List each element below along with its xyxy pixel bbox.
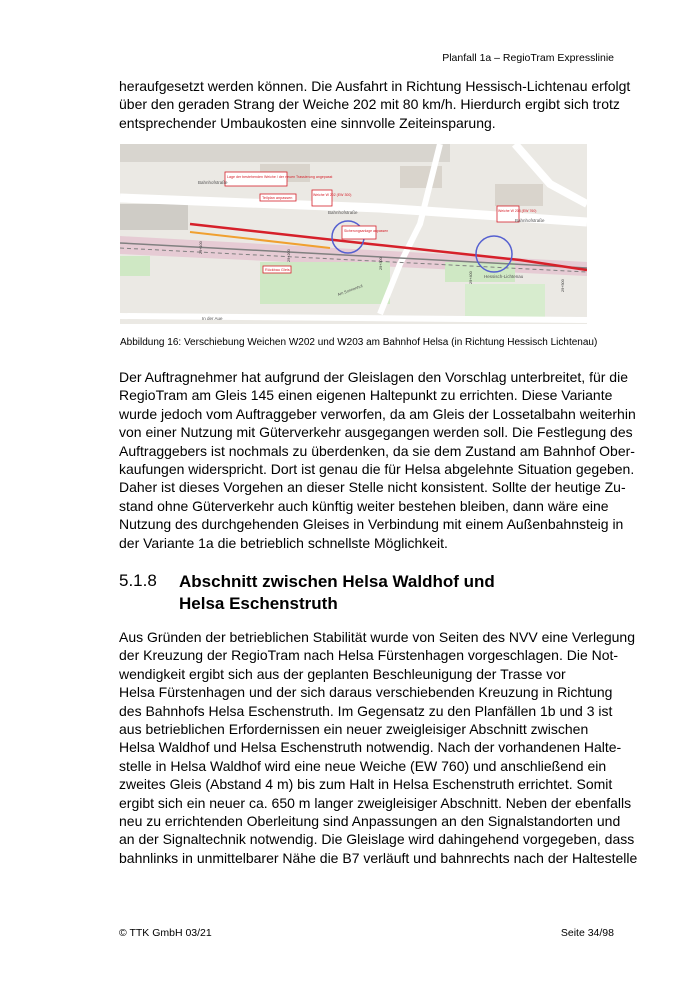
- text-line: Nutzung des durchgehenden Gleises in Verbindung mit einem Außenbahnsteig in: [119, 516, 624, 533]
- section-number: 5.1.8: [119, 571, 157, 590]
- text-line: zweites Gleis (Abstand 4 m) bis zum Halt in Helsa Eschenstruth errichtet. Somit: [119, 776, 613, 793]
- km-label: 29+200: [287, 249, 291, 262]
- km-label: 29+300: [379, 257, 383, 270]
- street-label: Bahnhofstraße: [198, 180, 228, 185]
- km-label: 29+500: [561, 279, 565, 292]
- km-label: 29+400: [469, 271, 473, 284]
- annotation-text: Teilplan anpassen: [262, 196, 293, 200]
- building: [120, 204, 188, 230]
- street-label: Bahnhofstraße: [515, 218, 545, 223]
- building: [495, 184, 543, 206]
- street-label: In der Aue: [202, 316, 223, 321]
- road-in-der-aue: [120, 316, 587, 320]
- text-line: bahnlinks in unmittelbarer Nähe die B7 verläuft und bahnrechts nach der Haltestelle: [119, 849, 638, 866]
- text-line: wurde jedoch vom Auftraggeber verworfen, da am Gleis der Lossetalbahn weiterhin: [119, 405, 636, 422]
- text-line: von einer Nutzung mit Güterverkehr ausgegangen werden soll. Die Festlegung des: [119, 424, 633, 441]
- footer-copyright: © TTK GmbH 03/21: [119, 927, 212, 939]
- text-line: des Bahnhofs Helsa Eschenstruth. Im Gegensatz zu den Planfällen 1b und 3 ist: [119, 702, 613, 719]
- section-title: [179, 571, 495, 615]
- track-plan-figure: [120, 144, 587, 324]
- text-line: ergibt sich ein neuer ca. 650 m langer zweigleisiger Abschnitt. Neben der ebenfalls: [119, 794, 632, 811]
- text-line: Auftraggebers ist nochmals zu überdenken, da sie dem Zustand am Bahnhof Ober-: [119, 442, 635, 459]
- text-line: Der Auftragnehmer hat aufgrund der Gleislagen den Vorschlag unterbreitet, für die: [119, 369, 628, 385]
- green-area: [465, 284, 545, 318]
- annotation-text: Weiche W 202 (EW 300): [313, 193, 352, 197]
- text-line: stand ohne Güterverkehr auch künftig weiter bestehen bleiben, dann wäre eine: [119, 497, 609, 514]
- track-plan-map: [120, 144, 587, 324]
- annotation-text: Lage der bestehenden Weiche / der neuen Trassierung angepasst: [227, 175, 333, 179]
- km-label: 29+100: [199, 241, 203, 254]
- text-line: über den geraden Strang der Weiche 202 mit 80 km/h. Hierdurch ergibt sich trotz: [119, 96, 620, 113]
- text-line: aus betrieblichen Erfordernissen ein neuer zweigleisiger Abschnitt zwischen: [119, 721, 589, 738]
- page-header: Planfall 1a – RegioTram Expresslinie: [442, 52, 614, 64]
- green-area: [120, 256, 150, 276]
- paragraph-1: [119, 77, 631, 132]
- annotation-text: Sicherungsanlage anpassen: [344, 229, 389, 233]
- footer-page-number: Seite 34/98: [560, 927, 614, 939]
- section-title-line: Helsa Eschenstruth: [179, 594, 338, 613]
- building-area: [120, 144, 450, 162]
- text-line: Aus Gründen der betrieblichen Stabilität wurde von Seiten des NVV eine Verlegung: [119, 629, 635, 645]
- text-line: entsprechender Umbaukosten eine sinnvolle Zeiteinsparung.: [119, 114, 496, 131]
- paragraph-3: [119, 628, 638, 867]
- street-label: Am Sonnenhof: [336, 283, 364, 297]
- annotation-text: Weiche W 203 (EW 760): [498, 209, 537, 213]
- figure-caption: Abbildung 16: Verschiebung Weichen W202 und W203 am Bahnhof Helsa (in Richtung Hessisch Lichtenau): [120, 337, 598, 348]
- paragraph-2: [119, 368, 636, 552]
- street-label: Hessisch-Lichtenau: [484, 274, 524, 279]
- text-line: wendigkeit ergibt sich aus der geplanten Beschleunigung der Trasse vor: [119, 665, 566, 682]
- text-line: stelle in Helsa Waldhof wird eine neue Weiche (EW 760) und anschließend ein: [119, 757, 607, 774]
- street-label: Bahnhofstraße: [328, 210, 358, 215]
- text-line: neu zu errichtenden Oberleitung sind Anpassungen an den Signalstandorten und: [119, 813, 621, 830]
- section-title-line: Abschnitt zwischen Helsa Waldhof und: [179, 572, 495, 591]
- text-line: Helsa Fürstenhagen und der sich daraus verschiebenden Kreuzung in Richtung: [119, 684, 613, 701]
- text-line: an der Signaltechnik notwendig. Die Gleislage wird dahingehend vorgegeben, dass: [119, 831, 635, 848]
- text-line: der Variante 1a die betrieblich schnellste Möglichkeit.: [119, 534, 448, 551]
- text-line: RegioTram am Gleis 145 einen eigenen Haltepunkt zu errichten. Diese Variante: [119, 387, 613, 404]
- text-line: heraufgesetzt werden können. Die Ausfahrt in Richtung Hessisch-Lichtenau erfolgt: [119, 78, 631, 94]
- text-line: Helsa Waldhof und Helsa Eschenstruth notwendig. Nach der vorhandenen Halte-: [119, 739, 622, 756]
- annotation-text: Rückbau Gleis: [265, 268, 290, 272]
- text-line: Daher ist dieses Vorgehen an dieser Stelle nicht konsistent. Sollte der heutige Zu-: [119, 479, 626, 496]
- text-line: kaufungen widerspricht. Dort ist genau die für Helsa abgelehnte Situation gegeben.: [119, 461, 635, 478]
- text-line: der Kreuzung der RegioTram nach Helsa Fürstenhagen vorgeschlagen. Die Not-: [119, 647, 619, 664]
